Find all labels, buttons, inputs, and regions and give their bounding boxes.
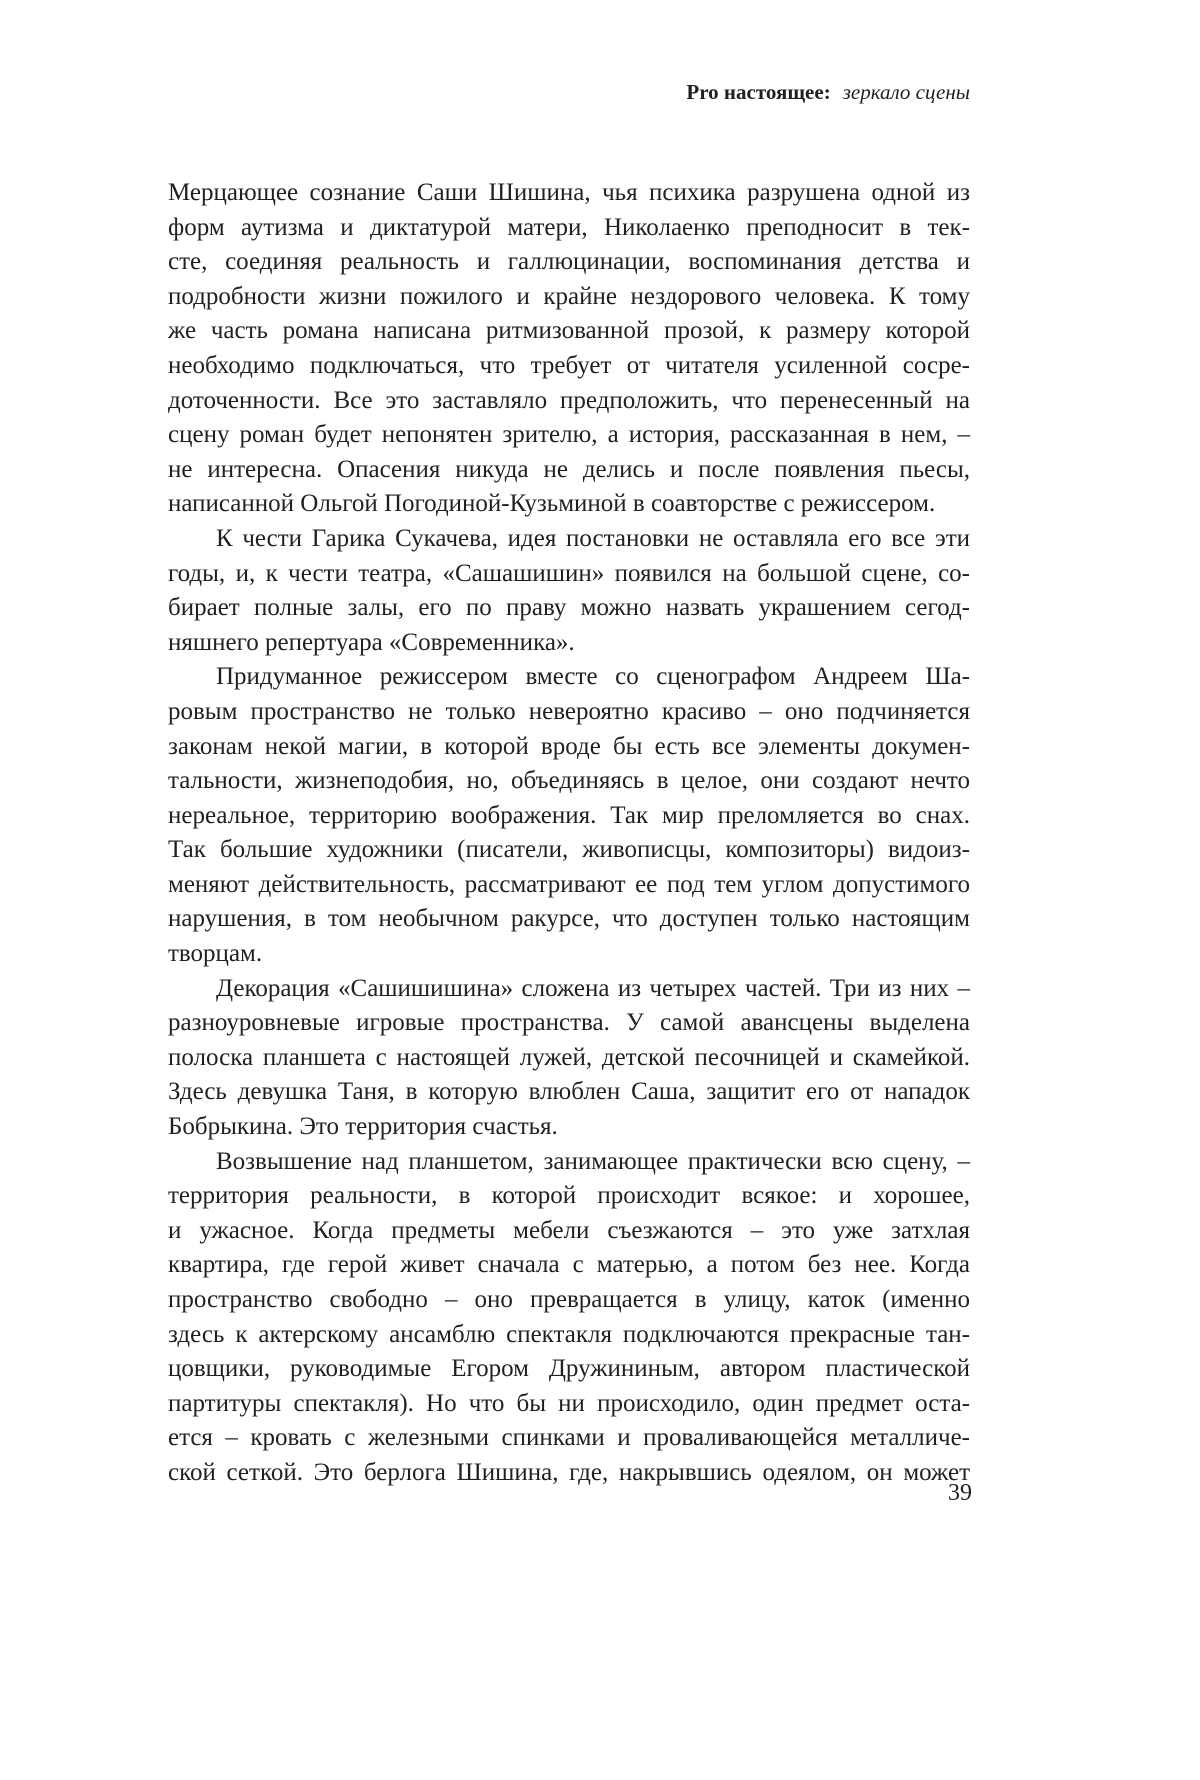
text-line: нарушения, в том необычном ракурсе, что доступен только настоящим: [168, 902, 970, 937]
text-line: меняют действительность, рассматривают ее под тем углом допустимого: [168, 868, 970, 903]
text-line: сте, соединяя реальность и галлюцинации, воспоминания детства и: [168, 245, 970, 280]
text-line: же часть романа написана ритмизованной прозой, к размеру которой: [168, 314, 970, 349]
text-line: квартира, где герой живет сначала с матерью, а потом без нее. Когда: [168, 1248, 970, 1283]
text-line: подробности жизни пожилого и крайне нездорового человека. К тому: [168, 280, 970, 315]
text-line: территория реальности, в которой происходит всякое: и хорошее,: [168, 1179, 970, 1214]
paragraph: [168, 972, 970, 1145]
text-line: тальности, жизнеподобия, но, объединяясь в целое, они создают нечто: [168, 764, 970, 799]
text-line: творцам.: [168, 937, 970, 972]
text-line: Так большие художники (писатели, живописцы, композиторы) видоиз-: [168, 833, 970, 868]
text-line: бирает полные залы, его по праву можно назвать украшением сегод-: [168, 591, 970, 626]
body-text: [168, 176, 970, 1491]
text-line: годы, и, к чести театра, «Сашашишин» появился на большой сцене, со-: [168, 557, 970, 592]
text-line: К чести Гарика Сукачева, идея постановки не оставляла его все эти: [168, 522, 970, 557]
paragraph: [168, 660, 970, 971]
text-line: пространство свободно – оно превращается в улицу, каток (именно: [168, 1283, 970, 1318]
paragraph: [168, 1145, 970, 1491]
text-line: ется – кровать с железными спинками и проваливающейся металличе-: [168, 1421, 970, 1456]
paragraph: [168, 522, 970, 660]
text-line: законам некой магии, в которой вроде бы есть все элементы докумен-: [168, 730, 970, 765]
text-line: Бобрыкина. Это территория счастья.: [168, 1110, 970, 1145]
text-line: здесь к актерскому ансамблю спектакля подключаются прекрасные тан-: [168, 1318, 970, 1353]
text-line: няшнего репертуара «Современника».: [168, 626, 970, 661]
text-line: Мерцающее сознание Саши Шишина, чья психика разрушена одной из: [168, 176, 970, 211]
text-line: цовщики, руководимые Егором Дружининым, автором пластической: [168, 1352, 970, 1387]
text-line: полоска планшета с настоящей лужей, детской песочницей и скамейкой.: [168, 1041, 970, 1076]
text-line: сцену роман будет непонятен зрителю, а история, рассказанная в нем, –: [168, 418, 970, 453]
text-line: Здесь девушка Таня, в которую влюблен Саша, защитит его от нападок: [168, 1075, 970, 1110]
text-line: доточенности. Все это заставляло предположить, что перенесенный на: [168, 384, 970, 419]
text-line: написанной Ольгой Погодиной-Кузьминой в соавторстве с режиссером.: [168, 487, 970, 522]
text-line: Придуманное режиссером вместе со сценографом Андреем Ша-: [168, 660, 970, 695]
page-number: 39: [0, 1480, 972, 1507]
text-line: разноуровневые игровые пространства. У самой авансцены выделена: [168, 1006, 970, 1041]
running-header-section: Pro настоящее:: [686, 80, 830, 104]
text-line: необходимо подключаться, что требует от читателя усиленной сосре-: [168, 349, 970, 384]
text-line: Возвышение над планшетом, занимающее практически всю сцену, –: [168, 1145, 970, 1180]
text-line: форм аутизма и диктатурой матери, Николаенко преподносит в тек-: [168, 211, 970, 246]
text-line: ровым пространство не только невероятно красиво – оно подчиняется: [168, 695, 970, 730]
text-line: не интересна. Опасения никуда не делись и после появления пьесы,: [168, 453, 970, 488]
text-line: Декорация «Сашишишина» сложена из четырех частей. Три из них –: [168, 972, 970, 1007]
text-line: и ужасное. Когда предметы мебели съезжаются – это уже затхлая: [168, 1214, 970, 1249]
running-header: [0, 80, 970, 105]
paragraph: [168, 176, 970, 522]
text-line: нереальное, территорию воображения. Так мир преломляется во снах.: [168, 799, 970, 834]
running-header-subtitle: зеркало сцены: [843, 80, 970, 104]
text-line: партитуры спектакля). Но что бы ни происходило, один предмет оста-: [168, 1387, 970, 1422]
text-line: ской сеткой. Это берлога Шишина, где, накрывшись одеялом, он может: [168, 1456, 970, 1491]
